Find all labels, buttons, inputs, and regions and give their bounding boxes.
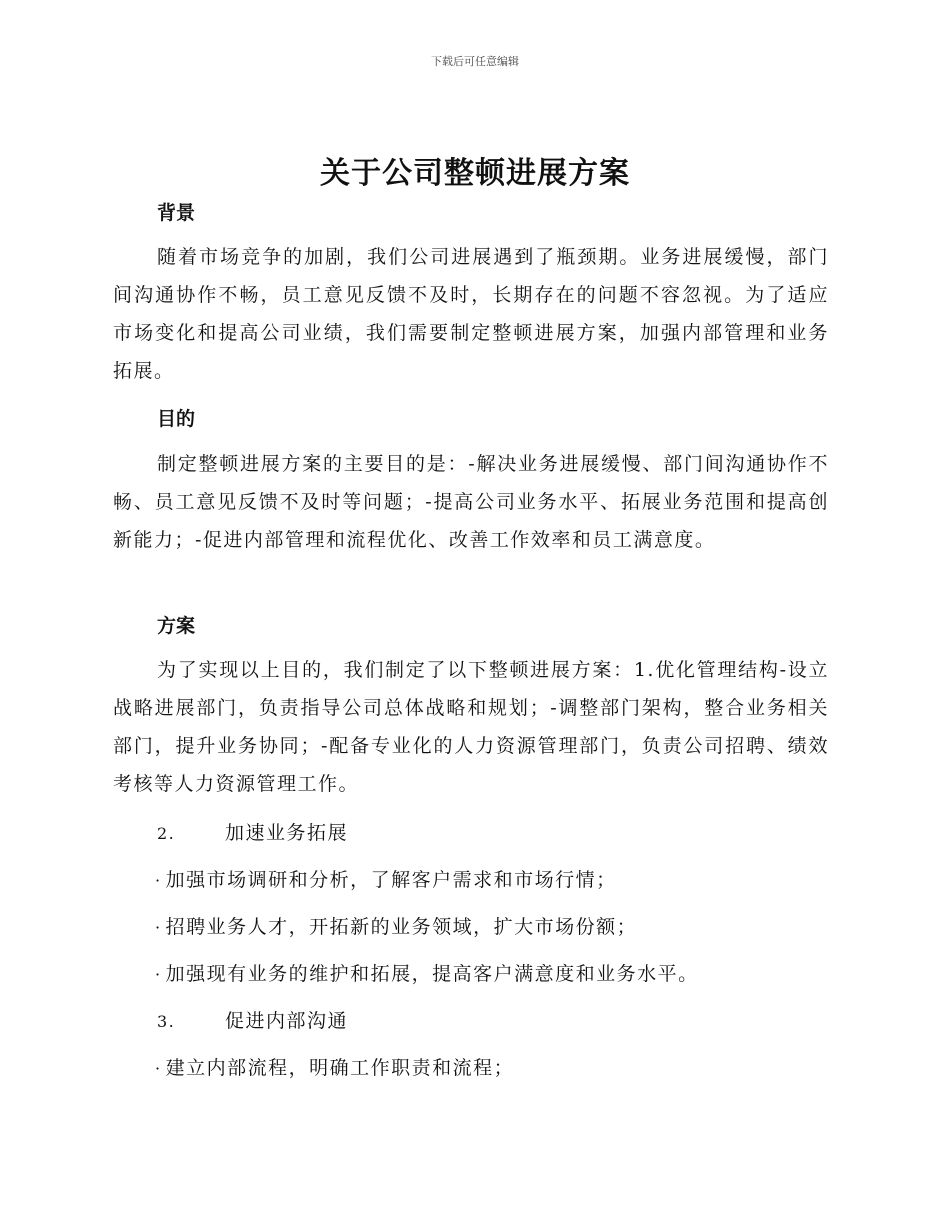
item-text: 建立内部流程，明确工作职责和流程； (165, 1057, 515, 1079)
section-plan (113, 611, 829, 638)
paragraph: 制定整顿进展方案的主要目的是：-解决业务进展缓慢、部门间沟通协作不畅、员工意见反馈不及时等问题；-提高公司业务水平、拓展业务范围和提高创新能力；-促进内部管理和流程优化、改善工作效率和员工满意度。 (113, 453, 829, 551)
section-purpose-body (113, 445, 829, 559)
item-text: 招聘业务人才，开拓新的业务领域，扩大市场份额； (165, 916, 638, 938)
item-text: 促进内部沟通 (225, 1010, 349, 1032)
section-heading: 目的 (157, 408, 196, 430)
header-note: 下载后可任意编辑 (431, 55, 519, 68)
section-background (113, 198, 829, 225)
numbered-item (113, 818, 829, 845)
item-text: 加速业务拓展 (225, 822, 349, 844)
bullet-item (113, 865, 829, 892)
section-heading: 方案 (157, 615, 196, 637)
bullet-dot: · (155, 965, 162, 984)
paragraph: 为了实现以上目的，我们制定了以下整顿进展方案：1.优化管理结构-设立战略进展部门，负责指导公司总体战略和规划；-调整部门架构，整合业务相关部门，提升业务协同；-配备专业化的人力资源管理部门，负责公司招聘、绩效考核等人力资源管理工作。 (113, 659, 829, 795)
paragraph: 随着市场竞争的加剧，我们公司进展遇到了瓶颈期。业务进展缓慢，部门间沟通协作不畅，员工意见反馈不及时，长期存在的问题不容忽视。为了适应市场变化和提高公司业绩，我们需要制定整顿进展方案，加强内部管理和业务拓展。 (113, 246, 829, 382)
item-number: 2. (157, 824, 176, 843)
item-text: 加强市场调研和分析，了解客户需求和市场行情； (165, 869, 617, 891)
bullet-item (113, 1053, 829, 1080)
section-heading: 背景 (157, 202, 196, 224)
bullet-dot: · (155, 918, 162, 937)
section-plan-body (113, 651, 829, 803)
section-purpose (113, 404, 829, 431)
numbered-item (113, 1006, 829, 1033)
section-background-body (113, 238, 829, 390)
document-title: 关于公司整顿进展方案 (320, 156, 630, 191)
bullet-item (113, 912, 829, 939)
item-number: 3. (157, 1012, 176, 1031)
item-text: 加强现有业务的维护和拓展，提高客户满意度和业务水平。 (165, 963, 699, 985)
bullet-dot: · (155, 871, 162, 890)
bullet-dot: · (155, 1059, 162, 1078)
bullet-item (113, 959, 829, 986)
